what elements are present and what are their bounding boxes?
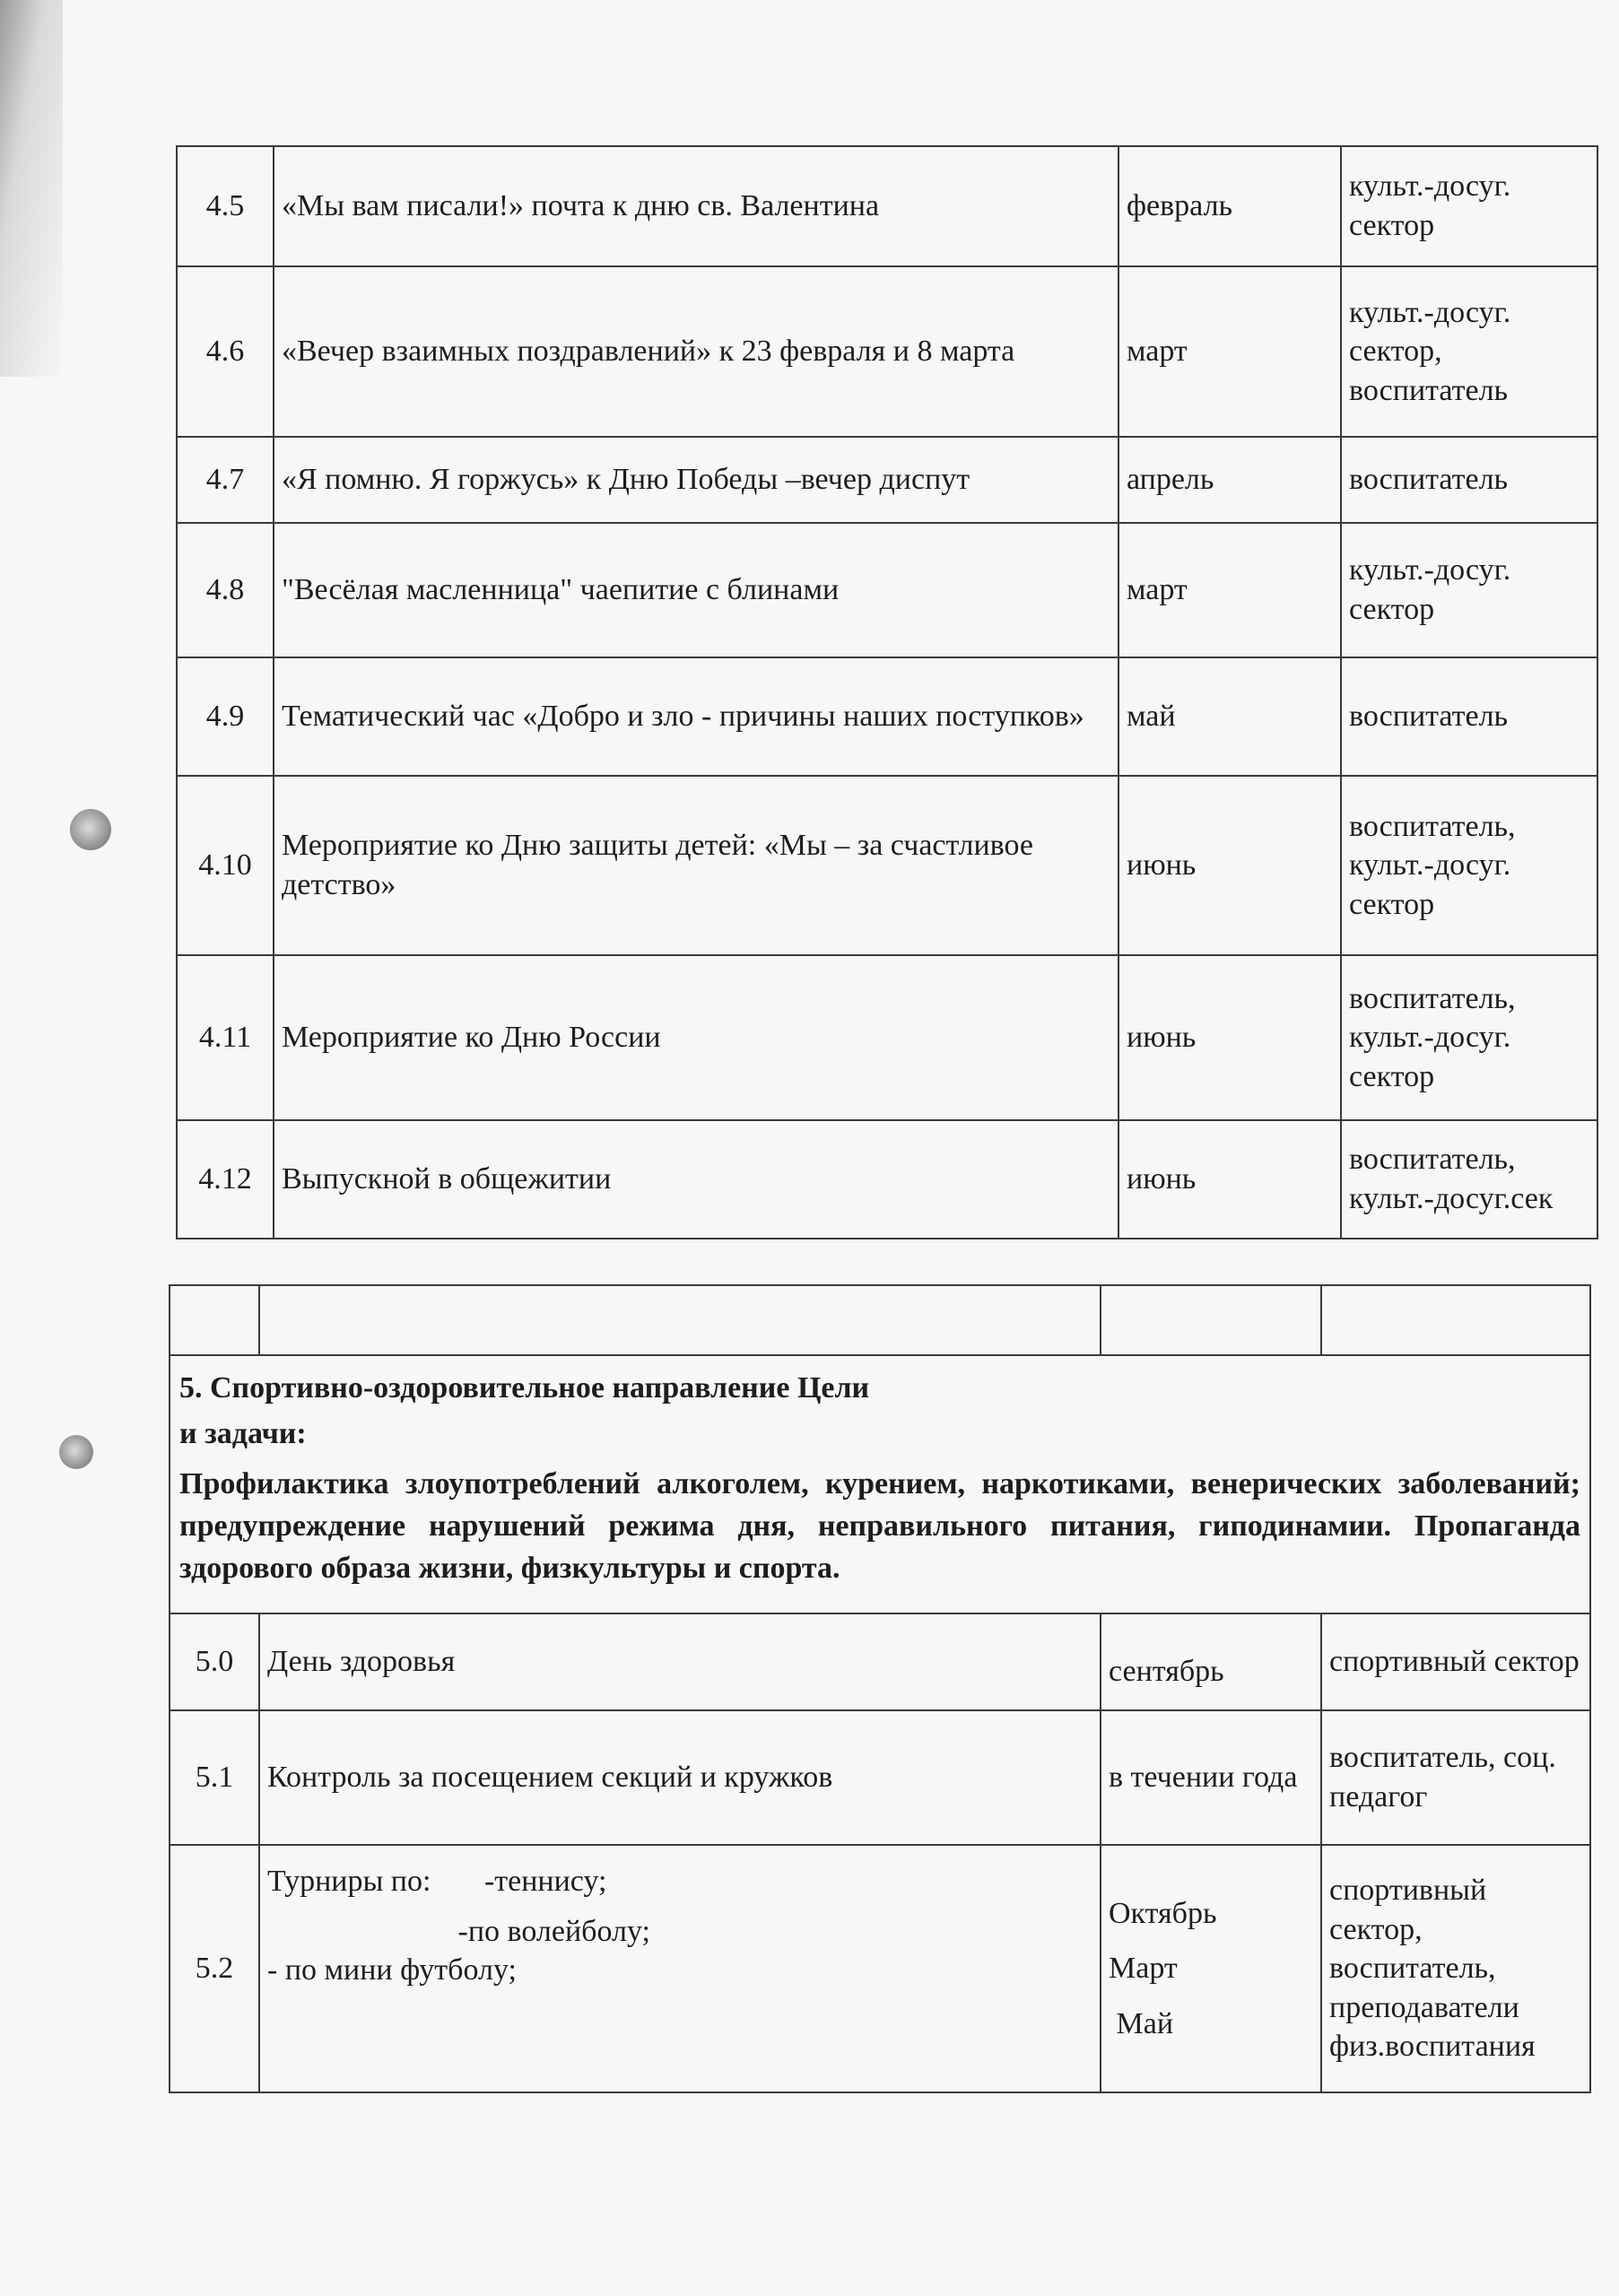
responsible: спортивный сектор bbox=[1321, 1613, 1590, 1710]
responsible: воспитатель, культ.-досуг. сектор bbox=[1341, 776, 1597, 955]
table-row bbox=[170, 1710, 1590, 1845]
punch-hole-top bbox=[70, 809, 111, 850]
table-row bbox=[177, 776, 1597, 955]
event-name: Тематический час «Добро и зло - причины наших поступков» bbox=[274, 657, 1119, 776]
empty-cell bbox=[1321, 1285, 1590, 1355]
row-number: 4.8 bbox=[177, 523, 274, 657]
section-goals: Профилактика злоупотреблений алкоголем, курением, наркотиками, венерических заболеваний; предупреждение нарушений режима дня, неправильного питания, гиподинамии. Пропаганда здорового образа жизни, физкультуры и спорта. bbox=[179, 1467, 1580, 1585]
responsible: воспитатель, культ.-досуг. сектор bbox=[1341, 955, 1597, 1120]
event-date: в течении года bbox=[1101, 1710, 1321, 1845]
row-number: 5.0 bbox=[170, 1613, 259, 1710]
event-date: июнь bbox=[1119, 776, 1341, 955]
events-table-section-4 bbox=[176, 145, 1598, 1239]
responsible: культ.-досуг. сектор bbox=[1341, 146, 1597, 266]
table-row bbox=[170, 1845, 1590, 2092]
event-name: «Мы вам писали!» почта к дню св. Валентина bbox=[274, 146, 1119, 266]
row-number: 4.5 bbox=[177, 146, 274, 266]
empty-cell bbox=[259, 1285, 1101, 1355]
event-name: Мероприятие ко Дню защиты детей: «Мы – за счастливое детство» bbox=[274, 776, 1119, 955]
row-number: 5.2 bbox=[170, 1845, 259, 2092]
event-line: - по мини футболу; bbox=[267, 1953, 517, 1987]
row-number: 4.12 bbox=[177, 1120, 274, 1239]
empty-cell bbox=[1101, 1285, 1321, 1355]
row-number: 4.6 bbox=[177, 266, 274, 437]
event-date bbox=[1101, 1845, 1321, 2092]
event-date: март bbox=[1119, 266, 1341, 437]
event-date: сентябрь bbox=[1101, 1613, 1321, 1710]
event-date: февраль bbox=[1119, 146, 1341, 266]
responsible: воспитатель bbox=[1341, 437, 1597, 523]
table-row bbox=[170, 1613, 1590, 1710]
event-date: июнь bbox=[1119, 955, 1341, 1120]
row-number: 4.11 bbox=[177, 955, 274, 1120]
table-row bbox=[177, 955, 1597, 1120]
event-date: март bbox=[1119, 523, 1341, 657]
responsible: спортивный сектор, воспитатель, преподаватели физ.воспитания bbox=[1321, 1845, 1590, 2092]
event-name: День здоровья bbox=[259, 1613, 1101, 1710]
row-number: 4.9 bbox=[177, 657, 274, 776]
events-table-section-5 bbox=[169, 1284, 1591, 2093]
event-line: -по волейболу; bbox=[267, 1914, 650, 1948]
table-row bbox=[177, 266, 1597, 437]
section-header bbox=[170, 1355, 1590, 1613]
responsible: воспитатель, соц. педагог bbox=[1321, 1710, 1590, 1845]
empty-cell bbox=[170, 1285, 259, 1355]
event-name: Контроль за посещением секций и кружков bbox=[259, 1710, 1101, 1845]
responsible: культ.-досуг. сектор bbox=[1341, 523, 1597, 657]
date-line: Май bbox=[1109, 2006, 1174, 2040]
event-name: Выпускной в общежитии bbox=[274, 1120, 1119, 1239]
section-title: 5. Спортивно-оздоровительное направление Цели bbox=[179, 1371, 870, 1405]
responsible: воспитатель, культ.-досуг.сек bbox=[1341, 1120, 1597, 1239]
empty-header-row bbox=[170, 1285, 1590, 1355]
date-line: Март bbox=[1109, 1952, 1178, 1986]
scan-shadow bbox=[0, 0, 63, 377]
event-date: апрель bbox=[1119, 437, 1341, 523]
section-header-row bbox=[170, 1355, 1590, 1613]
table-row bbox=[177, 437, 1597, 523]
row-number: 4.7 bbox=[177, 437, 274, 523]
responsible: воспитатель bbox=[1341, 657, 1597, 776]
table-row bbox=[177, 523, 1597, 657]
event-name: Мероприятие ко Дню России bbox=[274, 955, 1119, 1120]
row-number: 4.10 bbox=[177, 776, 274, 955]
punch-hole-bottom bbox=[59, 1435, 93, 1469]
event-name: «Я помню. Я горжусь» к Дню Победы –вечер диспут bbox=[274, 437, 1119, 523]
event-name: "Весёлая масленница" чаепитие с блинами bbox=[274, 523, 1119, 657]
date-line: Октябрь bbox=[1109, 1896, 1217, 1930]
event-date: май bbox=[1119, 657, 1341, 776]
event-name: «Вечер взаимных поздравлений» к 23 февраля и 8 марта bbox=[274, 266, 1119, 437]
row-number: 5.1 bbox=[170, 1710, 259, 1845]
section-subtitle: и задачи: bbox=[179, 1417, 307, 1450]
table-row bbox=[177, 657, 1597, 776]
responsible: культ.-досуг. сектор, воспитатель bbox=[1341, 266, 1597, 437]
event-name bbox=[259, 1845, 1101, 2092]
event-date: июнь bbox=[1119, 1120, 1341, 1239]
table-row bbox=[177, 1120, 1597, 1239]
table-row bbox=[177, 146, 1597, 266]
event-line: Турниры по: -теннису; bbox=[267, 1865, 607, 1898]
